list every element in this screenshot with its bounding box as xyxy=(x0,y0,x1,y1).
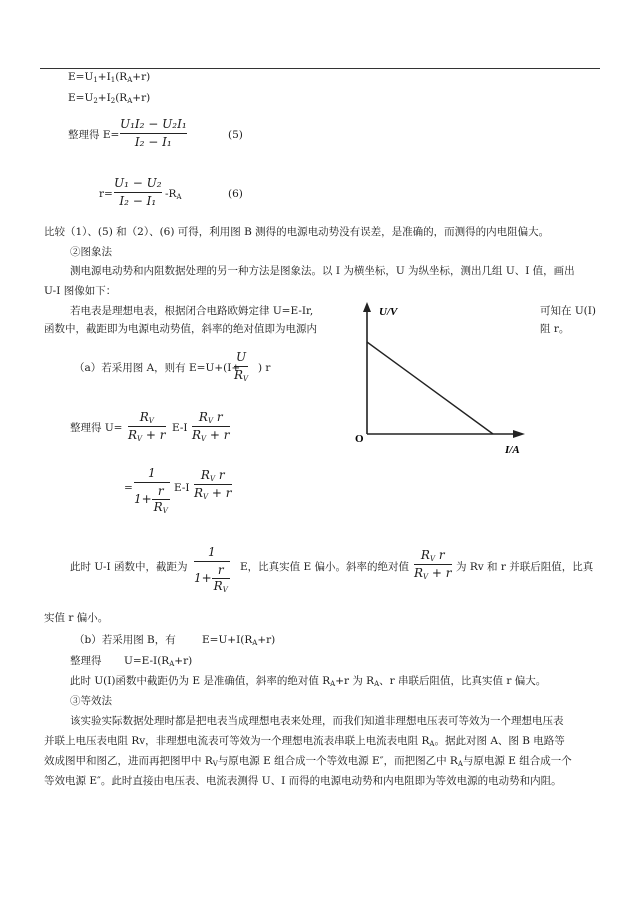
case-a-tail: ) r xyxy=(258,362,271,374)
paragraph-graph-2: U-I 图像如下： xyxy=(44,285,117,297)
equation-6-label: r= xyxy=(99,188,113,200)
equation-5-fraction: U₁I₂ − U₂I₁ I₂ − I₁ xyxy=(120,117,187,149)
paragraph-ideal-2-right: 阻 r。 xyxy=(540,323,570,335)
case-a-frac-3: 1 1+ $\frac{r}{R_V}$ xyxy=(134,466,168,515)
origin-label: O xyxy=(355,433,364,445)
heading-equivalent-method: ③等效法 xyxy=(70,695,112,707)
paragraph-equivalent-1: 该实验实际数据处理时都是把电表当成理想电表来处理，而我们知道非理想电压表可等效为一个理想电压表 xyxy=(70,715,564,727)
paragraph-ideal-2: 函数中，截距即为电源电动势值，斜率的绝对值即为电源内 xyxy=(44,323,317,335)
paragraph-ideal-1: 若电表是理想电表，根据闭合电路欧姆定律 U=E-Ir, xyxy=(70,305,314,317)
heading-graph-method: ②图象法 xyxy=(70,246,112,258)
equation-2: $E=U_2+I_2(R_A+r)$ xyxy=(68,92,151,105)
case-b-derive-eq: $U=E-I(R_A+r)$ xyxy=(124,655,193,668)
paragraph-equivalent-2: 并联上电压表电阻 Rv，非理想电流表可等效为一个理想电流表串联上电流表电阻 $R_A$。据此对图 A、图 B 电路等 xyxy=(44,735,565,748)
u-i-line xyxy=(367,342,493,434)
case-a-ei: E-I xyxy=(172,422,188,434)
equation-5-label: 整理得 E= xyxy=(68,129,120,141)
y-axis-label: U/V xyxy=(379,306,398,318)
y-axis-arrow-icon xyxy=(363,302,371,312)
case-b-derive-label: 整理得 xyxy=(70,655,102,667)
case-a-frac-4: $R_V$ r $R_V + r$ xyxy=(194,468,232,501)
paragraph-graph-1: 测电源电动势和内阻数据处理的另一种方法是图象法。以 I 为横坐标，U 为纵坐标，测出几组 U、I 值，画出 xyxy=(70,265,575,277)
y-axis xyxy=(363,302,371,434)
slope-fraction: $R_V$ r $R_V + r$ xyxy=(414,548,452,581)
case-a-derive-label: 整理得 U= xyxy=(70,422,123,434)
paragraph-intercept-a: 此时 U-I 函数中，截距为 xyxy=(70,561,188,573)
equation-6-fraction: U₁ − U₂ I₂ − I₁ xyxy=(114,176,162,208)
paragraph-intercept-c: 为 Rv 和 r 并联后阻值，比真 xyxy=(456,561,594,573)
case-a-text: （a）若采用图 A，则有 E=U+(I+ xyxy=(74,362,241,374)
paragraph-equivalent-3: 效成图甲和图乙，进而再把图甲中 $R_V$与原电源 E 组合成一个等效电源 E″，而把图乙中 $R_A$与原电源 E 组合成一个 xyxy=(44,755,572,768)
u-i-graph xyxy=(345,298,535,460)
intercept-fraction: 1 1+ $\frac{r}{R_V}$ xyxy=(194,545,228,594)
case-b-text: （b）若采用图 B，有 xyxy=(74,634,176,646)
x-axis xyxy=(367,430,525,438)
case-b-eq: $E=U+I(R_A+r)$ xyxy=(202,634,276,647)
case-a-ei-2: E-I xyxy=(174,482,190,494)
x-axis-label: I/A xyxy=(505,444,520,456)
case-b-conclusion: 此时 U(I)函数中截距仍为 E 是准确值，斜率的绝对值 $R_A+r$ 为 $R_A$、r 串联后阻值，比真实值 r 偏大。 xyxy=(70,675,547,688)
case-a-frac-1: $R_V$ $R_V + r$ xyxy=(128,410,166,443)
paragraph-compare: 比较（1）、(5) 和（2）、(6) 可得，利用图 B 测得的电源电动势没有误差，是准确的，而测得的内电阻偏大。 xyxy=(44,226,550,238)
equation-6-tag: (6) xyxy=(228,188,243,200)
paragraph-intercept-b: E，比真实值 E 偏小。斜率的绝对值 xyxy=(240,561,410,573)
equation-5-tag: (5) xyxy=(228,129,243,141)
x-axis-arrow-icon xyxy=(513,430,525,438)
paragraph-intercept-d: 实值 r 偏小。 xyxy=(44,612,109,624)
equation-1: $E=U_1+I_1(R_A+r)$ xyxy=(68,71,151,84)
top-rule xyxy=(40,68,600,69)
case-a-equals: = xyxy=(124,482,133,494)
paragraph-ideal-1-right: 可知在 U(I) xyxy=(540,305,597,317)
paragraph-equivalent-4: 等效电源 E″。此时直接由电压表、电流表测得 U、I 而得的电源电动势和内电阻即为等效电源的电动势和内阻。 xyxy=(44,775,562,787)
equation-6-tail: $-R_A$ xyxy=(165,188,182,201)
case-a-fraction: U $R_V$ xyxy=(234,350,249,383)
case-a-frac-2: $R_V$ r $R_V + r$ xyxy=(192,410,230,443)
